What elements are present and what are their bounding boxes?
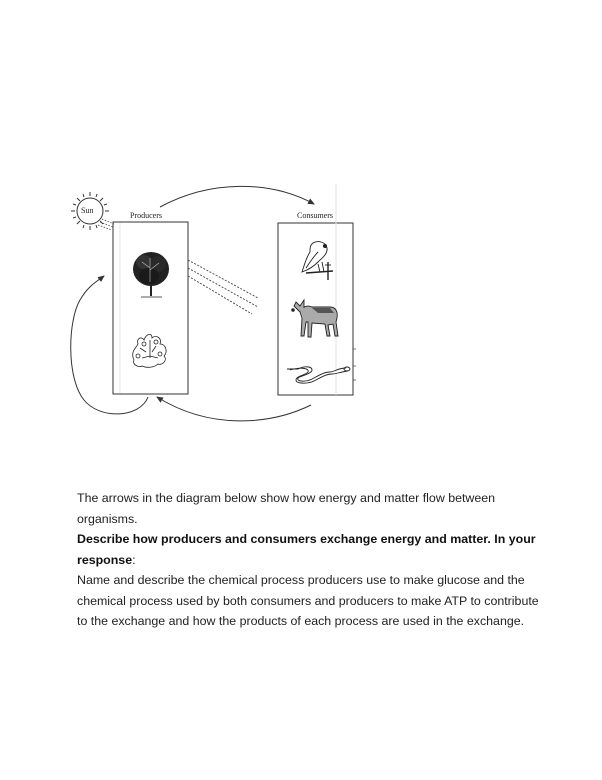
question-prompt [77,529,547,570]
energy-transfer-dashes [188,260,258,314]
arrow-consumers-to-producers [157,397,311,421]
question-prompt-bold: Describe how producers and consumers exchange energy and matter. In your response [77,532,536,567]
question-text [77,488,547,632]
arrow-producers-to-consumers [160,186,314,207]
tree-icon [133,252,169,297]
question-task: Name and describe the chemical process producers use to make glucose and the chemical process used by both consumers and producers to make ATP to contribute to the exchange and how the products of each process are used in the exchange. [77,573,539,628]
question-prompt-colon: : [132,552,136,567]
hawk-icon [302,242,333,280]
question-intro: The arrows in the diagram below show how energy and matter flow between organisms. [77,491,496,526]
producers-label: Producers [130,211,162,220]
sun-label: Sun [81,206,94,215]
producers-box [113,222,188,394]
snake-icon [287,367,350,383]
consumers-label: Consumers [297,211,333,220]
deer-icon [292,300,338,337]
arrow-loop-producers [71,276,148,414]
shrub-icon [133,334,166,367]
